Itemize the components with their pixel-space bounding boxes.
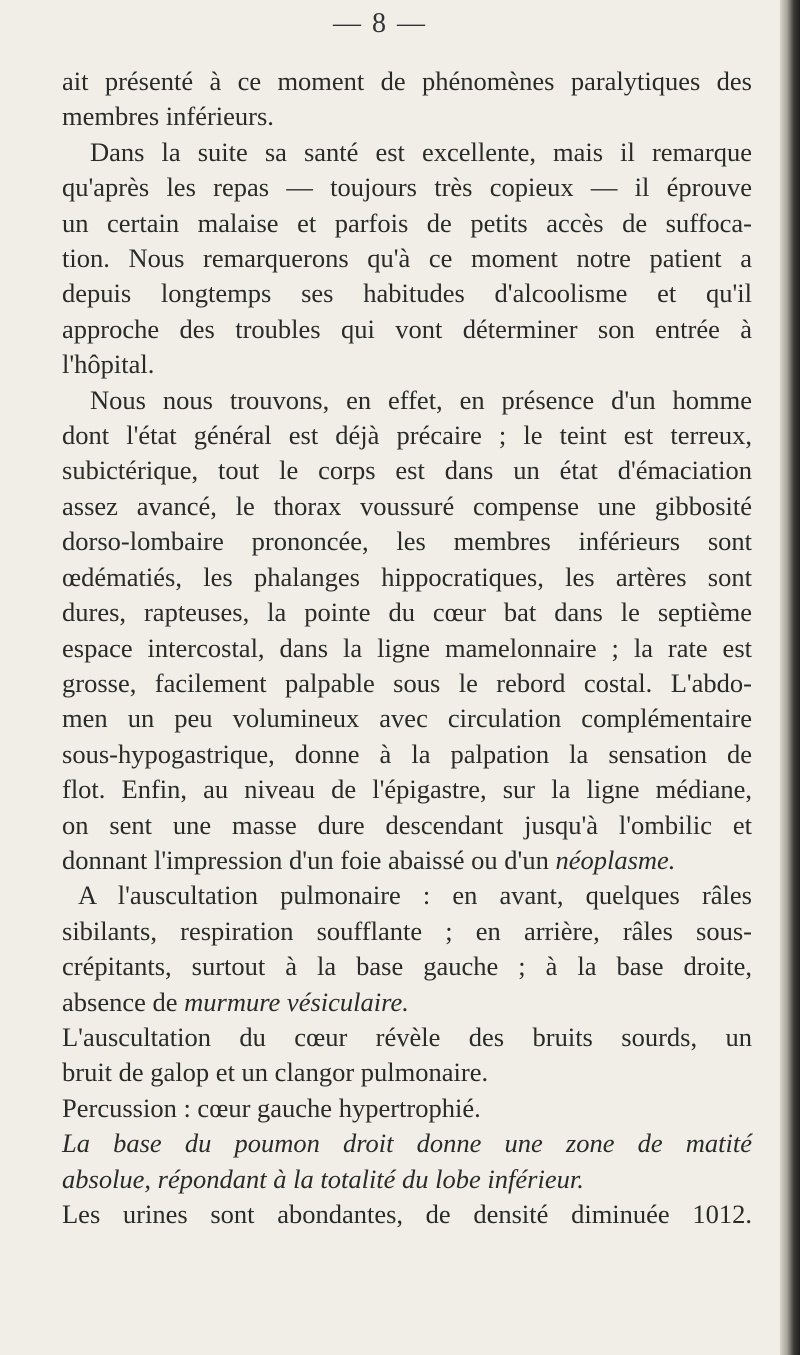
text-line: sous-hypogastrique, donne à la palpation la sensation de <box>62 738 752 769</box>
text-line: approche des troubles qui vont déterminer son entrée à <box>62 313 752 344</box>
text-line: un certain malaise et parfois de petits accès de suffoca- <box>62 207 752 238</box>
text-line: Nous nous trouvons, en effet, en présence d'un homme <box>90 384 752 415</box>
italic-text: La base du poumon droit donne une zone de matité <box>62 1128 752 1159</box>
italic-term: murmure vésiculaire. <box>184 986 409 1017</box>
text-line: Dans la suite sa santé est excellente, mais il remarque <box>90 136 752 167</box>
text-line <box>62 843 752 878</box>
text-line: bruit de galop et un clangor pulmonaire. <box>62 1057 489 1088</box>
text-line: crépitants, surtout à la base gauche ; à la base droite, <box>62 951 752 982</box>
text-line: Les urines sont abondantes, de densité diminuée 1012. <box>62 1199 752 1229</box>
text-line: ait présenté à ce moment de phénomènes paralytiques des <box>62 66 752 96</box>
text-line: on sent une masse dure descendant jusqu'à l'ombilic et <box>62 809 752 840</box>
text-line <box>62 985 752 1020</box>
text-line <box>62 1126 752 1161</box>
body-text <box>62 64 752 1232</box>
text-line: dont l'état général est déjà précaire ; le teint est terreux, <box>62 420 752 451</box>
text-line: membres inférieurs. <box>62 101 274 132</box>
italic-term: néoplasme. <box>555 844 676 875</box>
text-line: assez avancé, le thorax voussuré compense une gibbosité <box>62 490 752 521</box>
text-line: sibilants, respiration soufflante ; en arrière, râles sous- <box>62 915 752 946</box>
page-edge-shadow <box>780 0 800 1355</box>
text-line: Percussion : cœur gauche hypertrophié. <box>62 1092 481 1123</box>
text-line <box>62 1162 752 1197</box>
text-line: A l'auscultation pulmonaire : en avant, quelques râles <box>78 880 752 911</box>
text-line: dorso-lombaire prononcée, les membres inférieurs sont <box>62 526 752 557</box>
text-line: flot. Enfin, au niveau de l'épigastre, sur la ligne médiane, <box>62 774 752 805</box>
text-line: tion. Nous remarquerons qu'à ce moment notre patient a <box>62 243 752 274</box>
text-line: espace intercostal, dans la ligne mamelonnaire ; la rate est <box>62 632 752 663</box>
text-line: l'hôpital. <box>62 349 155 380</box>
text-line: depuis longtemps ses habitudes d'alcoolisme et qu'il <box>62 278 752 309</box>
text-line: œdématiés, les phalanges hippocratiques, les artères sont <box>62 561 752 592</box>
page-number: — 8 — <box>333 8 427 39</box>
text-line: qu'après les repas — toujours très copieux — il éprouve <box>62 172 752 203</box>
text-line: subictérique, tout le corps est dans un état d'émaciation <box>62 455 752 486</box>
text-line: dures, rapteuses, la pointe du cœur bat dans le septième <box>62 597 752 628</box>
text-fragment: absence de <box>62 986 178 1017</box>
text-line: L'auscultation du cœur révèle des bruits sourds, un <box>62 1021 752 1052</box>
text-line: men un peu volumineux avec circulation complémentaire <box>62 703 752 734</box>
text-fragment: donnant l'impression d'un foie abaissé ou d'un <box>62 844 549 875</box>
text-line: grosse, facilement palpable sous le rebord costal. L'abdo- <box>62 667 752 698</box>
italic-text: absolue, répondant à la totalité du lobe inférieur. <box>62 1163 584 1194</box>
